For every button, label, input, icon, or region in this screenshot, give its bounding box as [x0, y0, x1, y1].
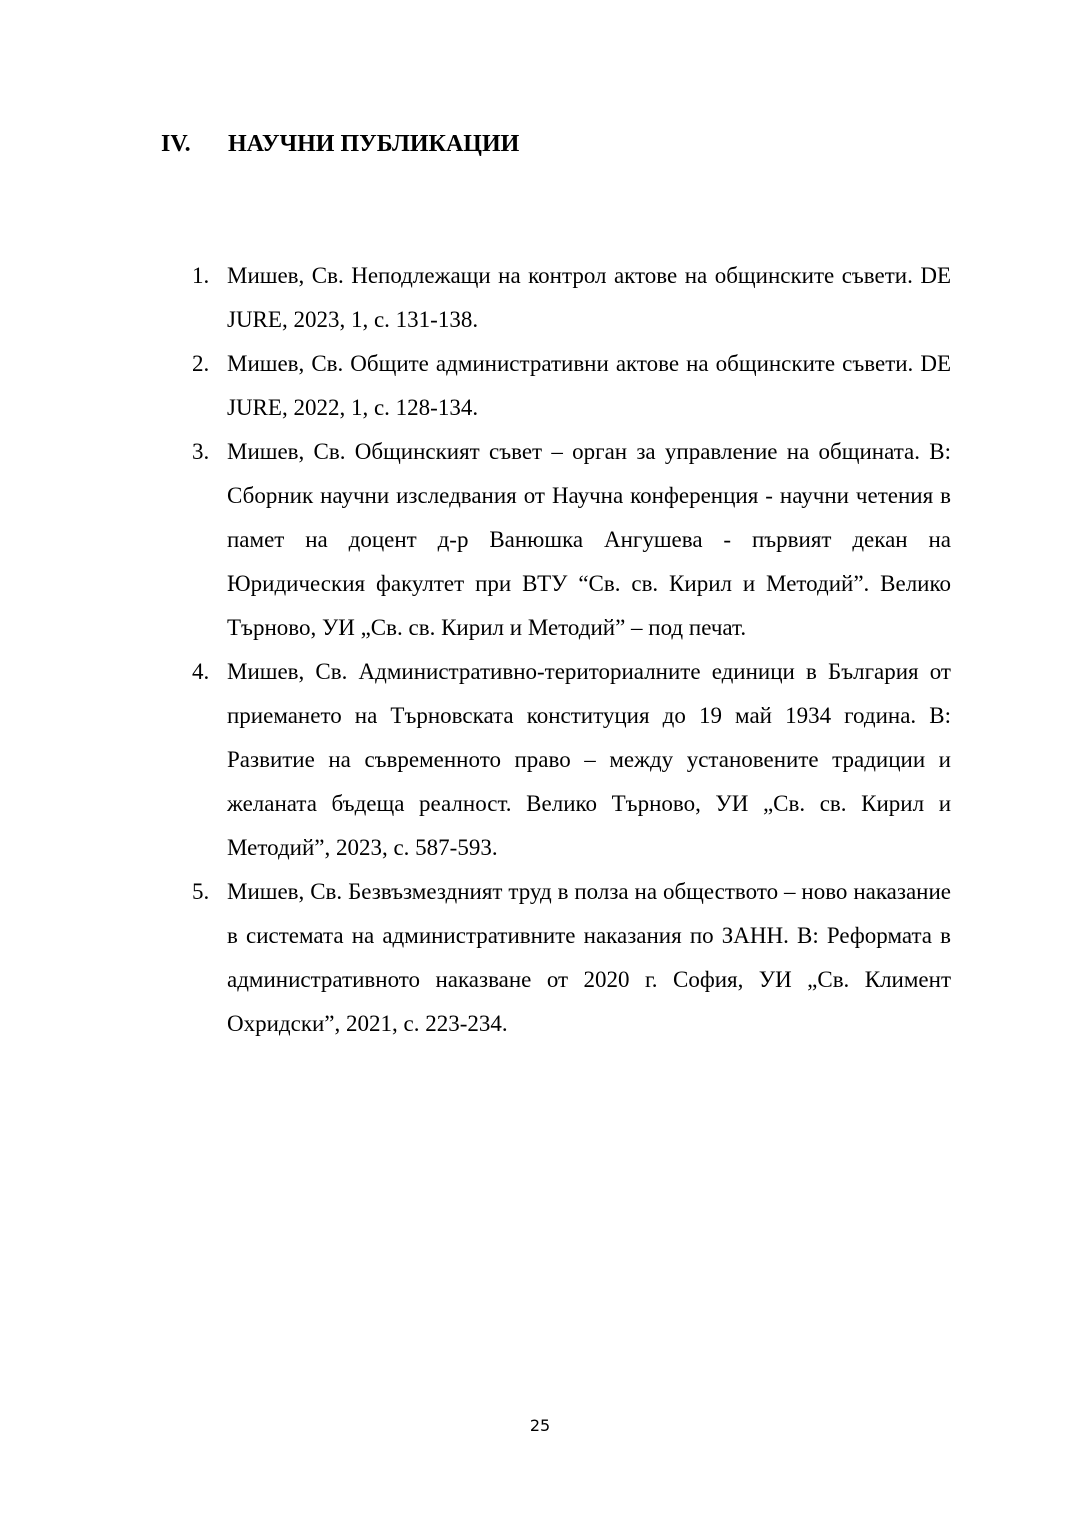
publication-text: Мишев, Св. Безвъзмездният труд в полза на обществото – ново наказание в системата на административните наказания по ЗАНН. В: Реформата в административното наказване от 2020 г. София, УИ „Св. Климент Охридски”, 2021, с. 223-234.	[227, 879, 951, 1036]
publication-item	[0, 254, 1080, 342]
publication-item	[0, 870, 1080, 1046]
section-title: НАУЧНИ ПУБЛИКАЦИИ	[228, 131, 520, 157]
section-heading	[161, 128, 519, 160]
publication-number: 3.	[192, 439, 210, 464]
publication-number: 5.	[192, 879, 210, 904]
publication-item	[0, 430, 1080, 650]
publication-text: Мишев, Св. Общите административни актове на общинските съвети. DE JURE, 2022, 1, с. 128-134.	[227, 351, 951, 420]
page-number: 25	[529, 1416, 551, 1435]
publication-number: 1.	[192, 263, 210, 288]
publication-item	[0, 342, 1080, 430]
publication-number: 2.	[192, 351, 210, 376]
publication-text: Мишев, Св. Административно-териториалните единици в България от приемането на Търновската конституция до 19 май 1934 година. В: Развитие на съвременното право – между установените традиции и желаната бъдеща реалност. Велико Търново, УИ „Св. св. Кирил и Методий”, 2023, с. 587-593.	[227, 659, 951, 860]
publication-item	[0, 650, 1080, 870]
publication-list	[0, 254, 1080, 1046]
publication-text: Мишев, Св. Общинският съвет – орган за управление на общината. В: Сборник научни изследвания от Научна конференция - научни четения в памет на доцент д-р Ванюшка Ангушева - първият декан на Юридическия факултет при ВТУ “Св. св. Кирил и Методий”. Велико Търново, УИ „Св. св. Кирил и Методий” – под печат.	[227, 439, 951, 640]
section-numeral: IV.	[161, 131, 191, 157]
publication-number: 4.	[192, 659, 210, 684]
publication-text: Мишев, Св. Неподлежащи на контрол актове на общинските съвети. DE JURE, 2023, 1, с. 131-138.	[227, 263, 951, 332]
